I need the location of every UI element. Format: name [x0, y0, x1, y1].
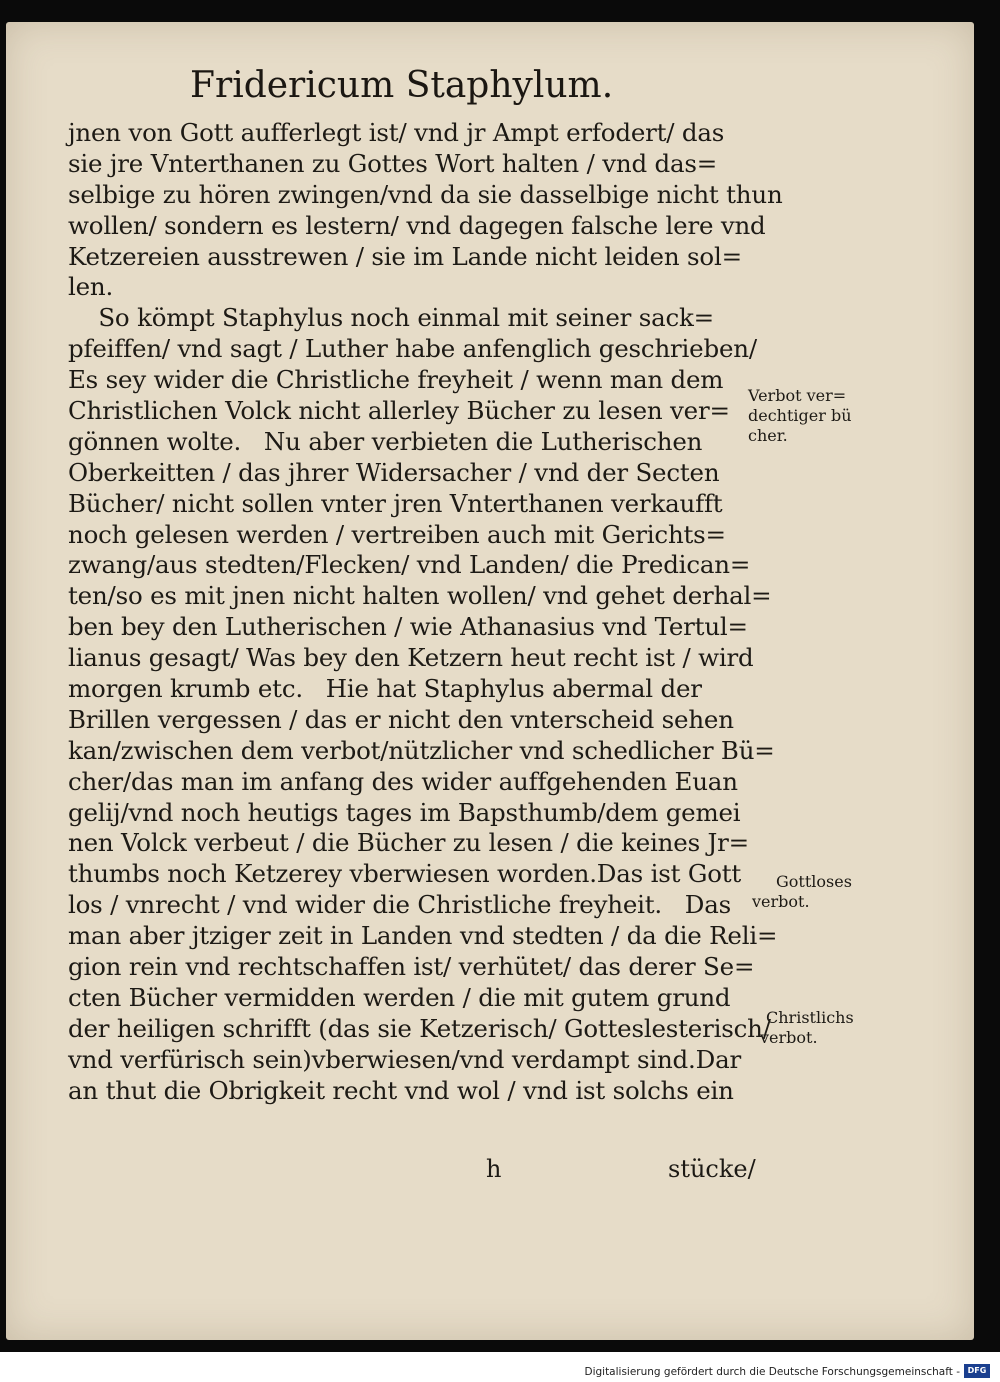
running-head: Fridericum Staphylum. [190, 65, 614, 106]
body-text [68, 118, 783, 1107]
text-line: gelij/vnd noch heutigs tages im Bapsthumb/dem gemei [68, 797, 741, 827]
text-line: Brillen vergessen / das er nicht den vnterscheid sehen [68, 704, 734, 734]
text-line: kan/zwischen dem verbot/nützlicher vnd schedlicher Bü= [68, 735, 775, 765]
text-line: cten Bücher vermidden werden / die mit gutem grund [68, 982, 731, 1012]
note-line: dechtiger bü [748, 406, 852, 425]
text-line: cher/das man im anfang des wider auffgehenden Euan [68, 766, 738, 796]
text-line: man aber jtziger zeit in Landen vnd stedten / da die Reli= [68, 921, 778, 951]
text-line: der heiligen schrifft (das sie Ketzerisch/ Gotteslesterisch/ [68, 1013, 771, 1043]
text-line: len. [68, 272, 114, 302]
text-line: selbige zu hören zwingen/vnd da sie dasselbige nicht thun [68, 179, 783, 209]
signature-mark: h [486, 1155, 502, 1183]
note-line: verbot. [760, 1028, 818, 1047]
text-line: los / vnrecht / vnd wider die Christliche freyheit. Das [68, 890, 731, 920]
text-line: nen Volck verbeut / die Bücher zu lesen / die keines Jr= [68, 828, 749, 858]
catchword: stücke/ [668, 1155, 756, 1183]
text-line: vnd verfürisch sein)vberwiesen/vnd verdampt sind.Dar [68, 1044, 741, 1074]
text-line: Es sey wider die Christliche freyheit / wenn man dem [68, 365, 724, 395]
dfg-logo-icon: DFG [964, 1364, 990, 1378]
text-line: morgen krumb etc. Hie hat Staphylus abermal der [68, 674, 702, 704]
text-line: wollen/ sondern es lestern/ vnd dagegen falsche lere vnd [68, 210, 766, 240]
text-line: Christlichen Volck nicht allerley Bücher zu lesen ver= [68, 396, 730, 426]
text-line: Bücher/ nicht sollen vnter jren Vnterthanen verkaufft [68, 488, 723, 518]
text-line: Oberkeitten / das jhrer Widersacher / vnd der Secten [68, 457, 720, 487]
text-line: So kömpt Staphylus noch einmal mit seiner sack= [68, 303, 714, 333]
note-line: verbot. [752, 892, 810, 911]
text-line: ten/so es mit jnen nicht halten wollen/ vnd gehet derhal= [68, 581, 772, 611]
text-line: pfeiffen/ vnd sagt / Luther habe anfenglich geschrieben/ [68, 334, 757, 364]
marginal-note-gottloses [752, 872, 852, 912]
text-line: sie jre Vnterthanen zu Gottes Wort halten / vnd das= [68, 148, 718, 178]
text-line: lianus gesagt/ Was bey den Ketzern heut recht ist / wird [68, 643, 754, 673]
text-line: jnen von Gott aufferlegt ist/ vnd jr Ampt erfodert/ das [68, 118, 725, 147]
text-line: Ketzereien ausstrewen / sie im Lande nicht leiden sol= [68, 241, 742, 271]
text-line: ben bey den Lutherischen / wie Athanasius vnd Tertul= [68, 612, 748, 642]
dfg-credit: Digitalisierung gefördert durch die Deutsche Forschungsgemeinschaft - [584, 1366, 960, 1378]
text-line: gion rein vnd rechtschaffen ist/ verhütet/ das derer Se= [68, 952, 755, 982]
text-line: an thut die Obrigkeit recht vnd wol / vnd ist solchs ein [68, 1075, 734, 1105]
marginal-note-verbot [748, 386, 852, 446]
text-line: thumbs noch Ketzerey vberwiesen worden.Das ist Gott [68, 859, 742, 889]
note-line: Christlichs [766, 1008, 854, 1027]
text-line: noch gelesen werden / vertreiben auch mit Gerichts= [68, 519, 726, 549]
text-line: gönnen wolte. Nu aber verbieten die Lutherischen [68, 426, 703, 456]
note-line: cher. [748, 426, 788, 445]
text-line: zwang/aus stedten/Flecken/ vnd Landen/ die Predican= [68, 550, 751, 580]
note-line: Gottloses [776, 872, 852, 891]
note-line: Verbot ver= [748, 386, 847, 405]
marginal-note-christlichs [760, 1008, 854, 1048]
